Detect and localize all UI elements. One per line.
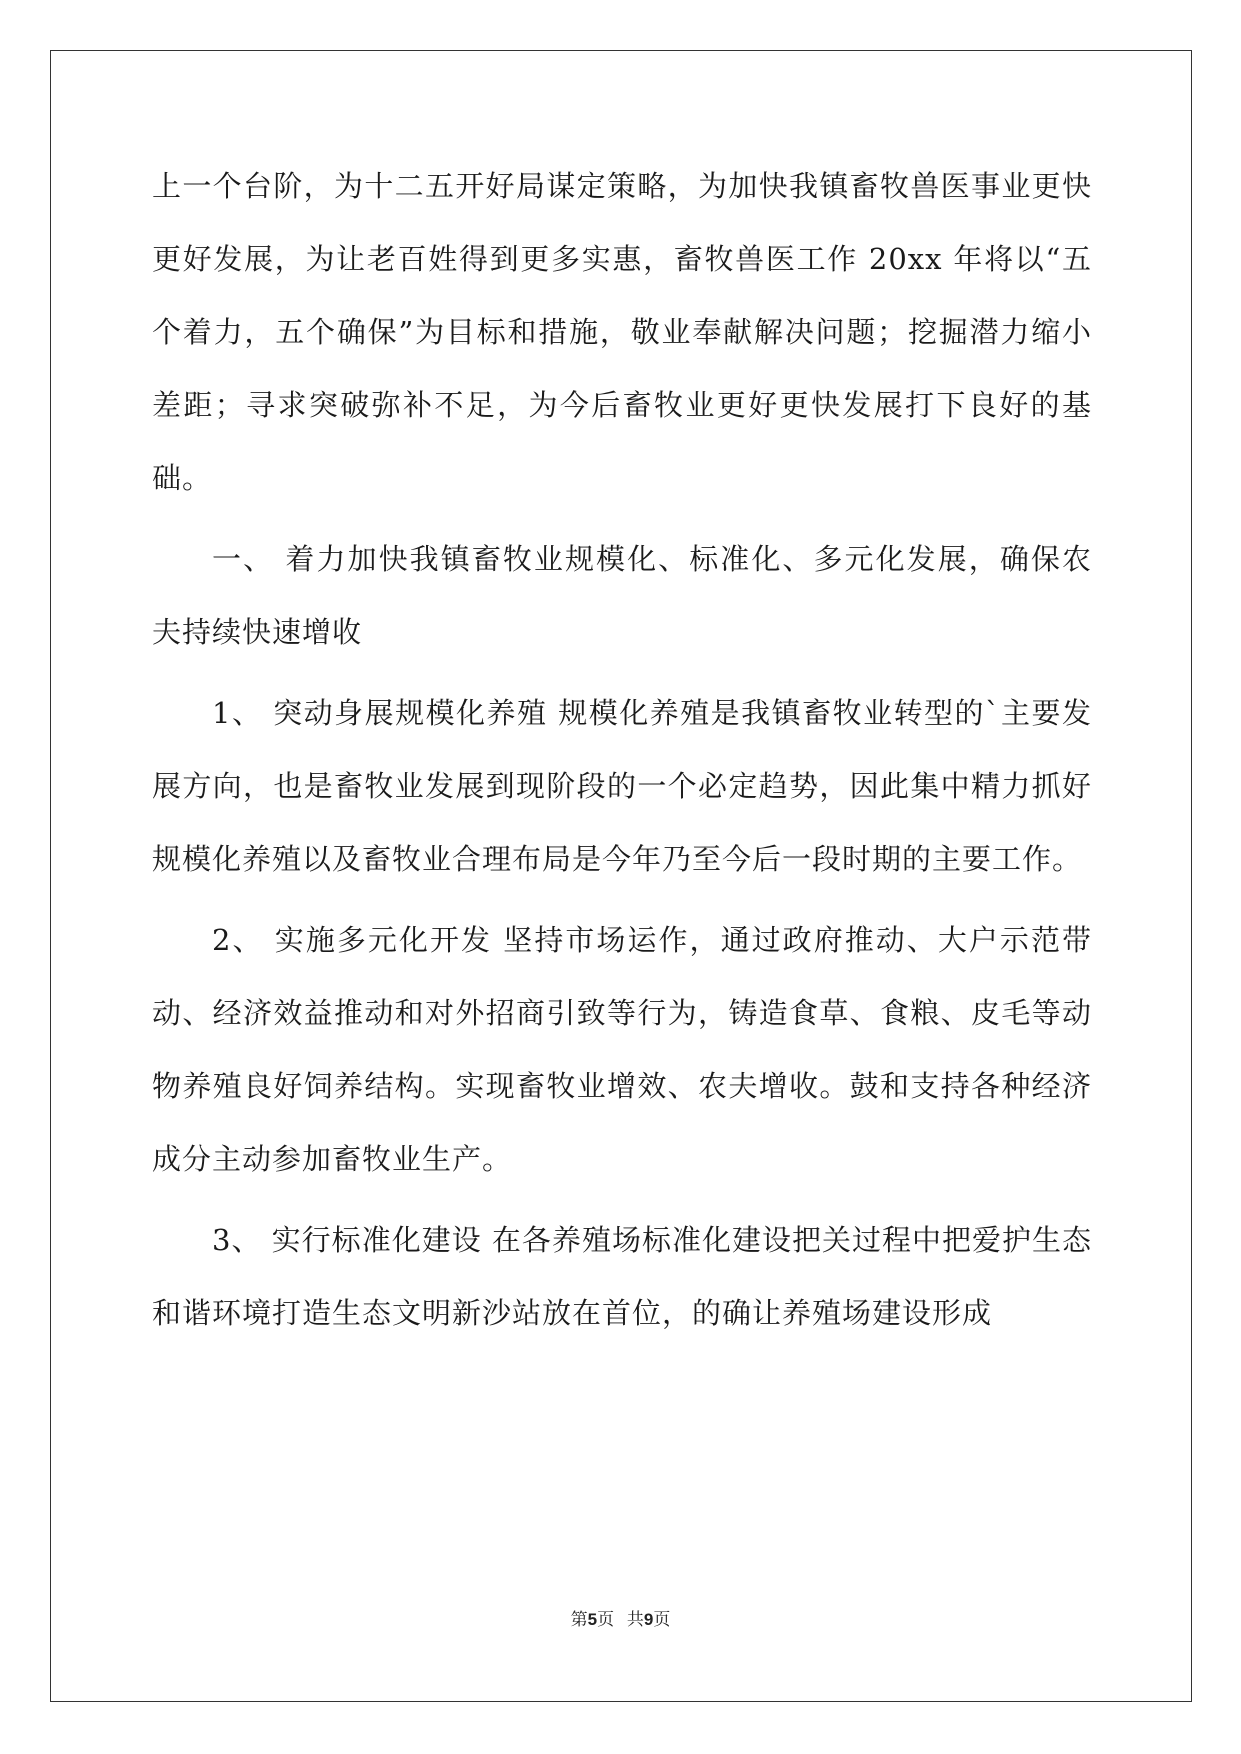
footer-prefix: 第 [570,1610,588,1629]
section-heading-1: 一、 着力加快我镇畜牧业规模化、标准化、多元化发展，确保农夫持续快速增收 [152,542,1092,649]
total-pages-number: 9 [643,1610,654,1629]
document-body [152,150,1092,1350]
footer-page-suffix: 页 [597,1610,615,1629]
paragraph-item-3: 3、 实行标准化建设 在各养殖场标准化建设把关过程中把爱护生态和谐环境打造生态文明新沙站放在首位，的确让养殖场建设形成 [152,1223,1092,1330]
paragraph-item-1: 1、 突动身展规模化养殖 规模化养殖是我镇畜牧业转型的`主要发展方向，也是畜牧业发展到现阶段的一个必定趋势，因此集中精力抓好规模化养殖以及畜牧业合理布局是今年乃至今后一段时期的主要工作。 [152,696,1092,876]
paragraph-continuation: 上一个台阶，为十二五开好局谋定策略，为加快我镇畜牧兽医事业更快更好发展，为让老百姓得到更多实惠，畜牧兽医工作 20xx 年将以“五个着力，五个确保”为目标和措施，敬业奉献解决问题；挖掘潜力缩小差距；寻求突破弥补不足，为今后畜牧业更好更快发展打下良好的基础。 [152,169,1092,495]
footer-total-suffix: 页 [653,1610,671,1629]
footer-total-prefix: 共 [626,1610,644,1629]
page-number-footer [0,1605,1241,1630]
paragraph-item-2: 2、 实施多元化开发 坚持市场运作，通过政府推动、大户示范带动、经济效益推动和对外招商引致等行为，铸造食草、食粮、皮毛等动物养殖良好饲养结构。实现畜牧业增效、农夫增收。鼓和支持各种经济成分主动参加畜牧业生产。 [152,923,1092,1176]
current-page-number: 5 [587,1610,598,1629]
